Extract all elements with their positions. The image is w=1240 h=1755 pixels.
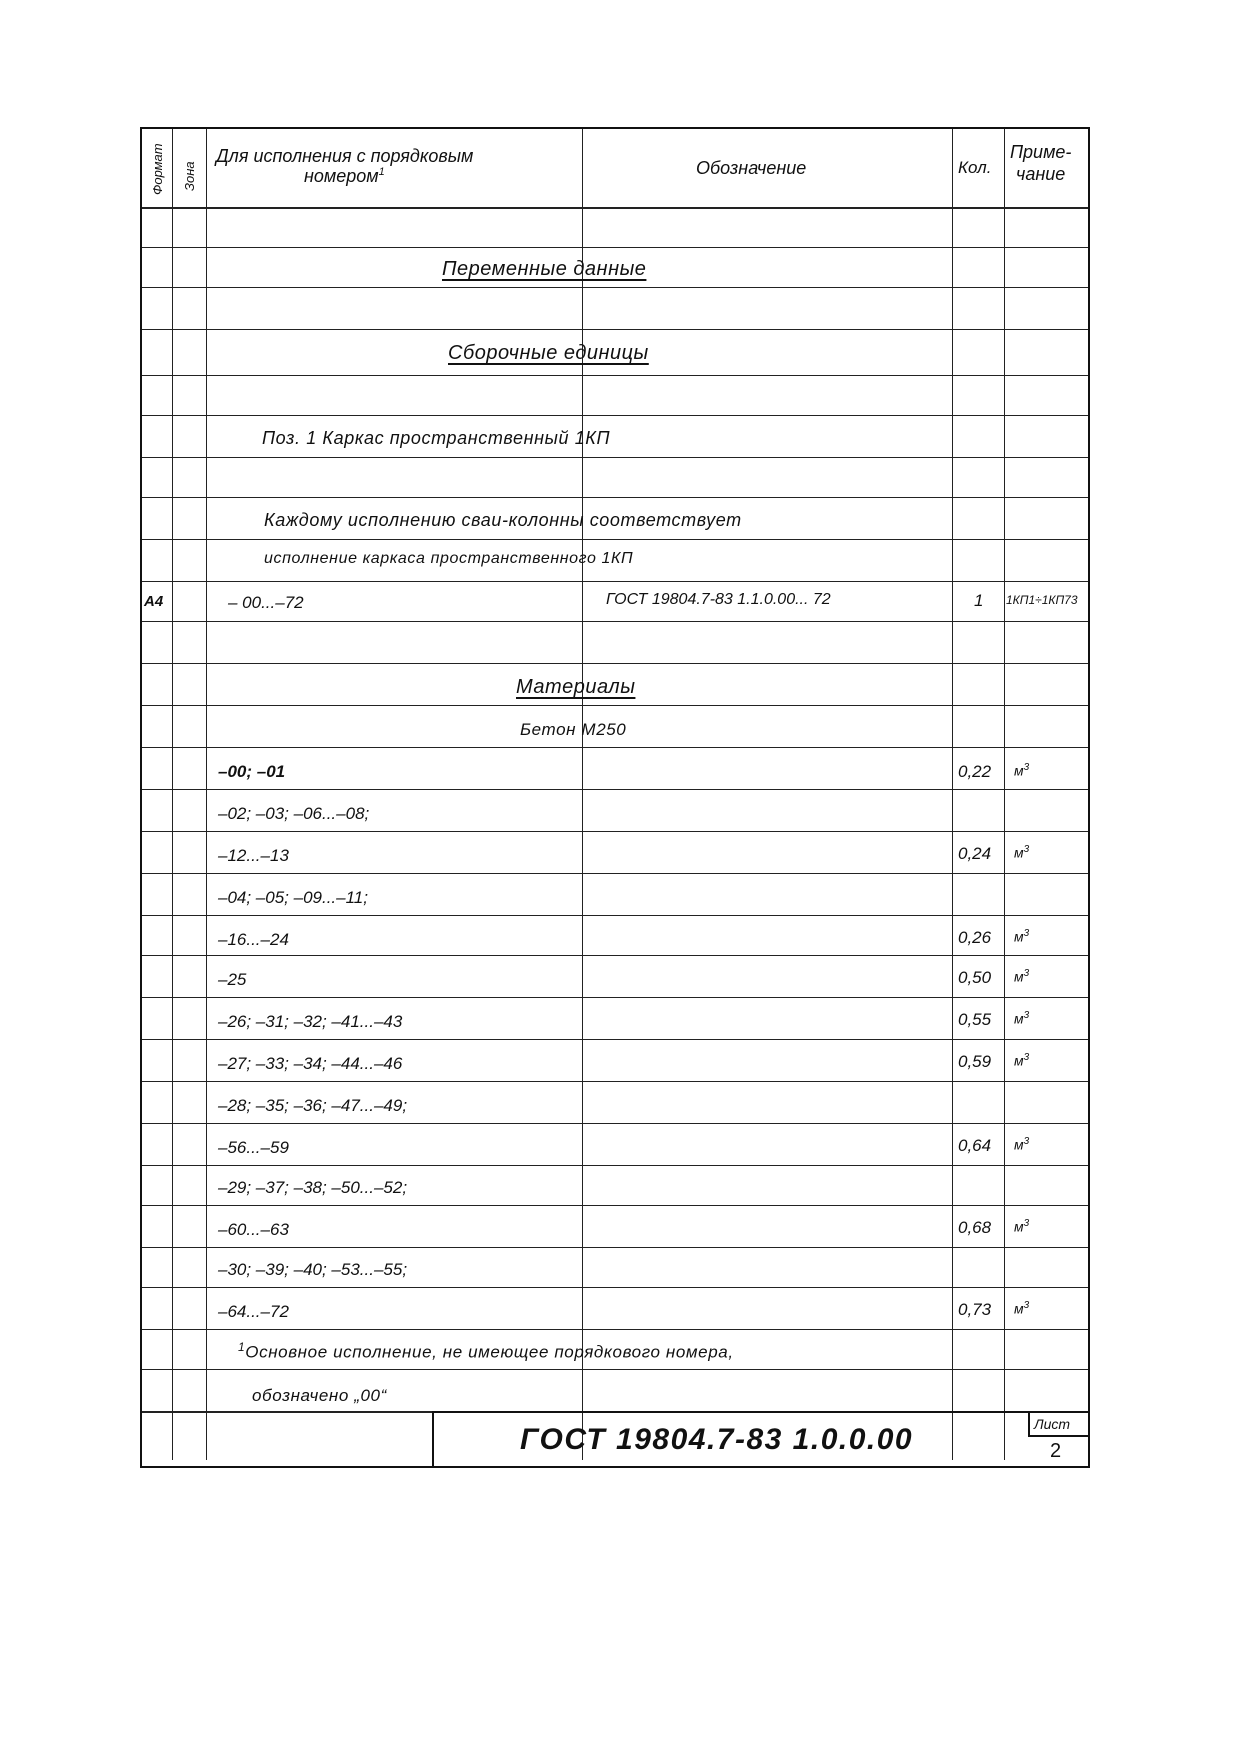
header-designation: Обозначение [696, 158, 807, 178]
header-variants-line2: номером$^1$ [304, 166, 385, 186]
material-row-qty: 0,50 [958, 968, 992, 987]
row-line [142, 1369, 1088, 1370]
material-row-unit: $м^3$ [1014, 968, 1030, 985]
row-line [142, 1039, 1088, 1040]
material-row-qty: 0,55 [958, 1010, 992, 1029]
row-line [142, 329, 1088, 330]
material-row-unit: $м^3$ [1014, 1052, 1030, 1069]
row-line [142, 1247, 1088, 1248]
row-line [142, 1205, 1088, 1206]
assembly-qty: 1 [974, 591, 984, 610]
document-frame [140, 127, 1090, 1468]
material-row-qty: 0,26 [958, 928, 992, 947]
material-row-variants: –56...–59 [218, 1138, 289, 1157]
row-line [142, 247, 1088, 248]
document-code: ГОСТ 19804.7-83 1.0.0.00 [520, 1423, 914, 1456]
material-row-qty: 0,22 [958, 762, 992, 781]
material-row-qty: 0,68 [958, 1218, 992, 1237]
correspondence-line2: исполнение каркаса пространственного 1КП [264, 550, 634, 567]
material-row-qty: 0,59 [958, 1052, 992, 1071]
material-row-variants: –02; –03; –06...–08; [218, 804, 370, 823]
section-materials: Материалы [516, 676, 636, 698]
material-row-variants: –12...–13 [218, 846, 289, 865]
row-line [142, 375, 1088, 376]
assembly-note: 1КП1÷1КП73 [1006, 593, 1078, 607]
header-note-line2: чание [1016, 164, 1066, 184]
row-line [142, 1165, 1088, 1166]
material-row-unit: $м^3$ [1014, 1010, 1030, 1027]
sheet-number: 2 [1050, 1440, 1062, 1462]
section-variable-data: Переменные данные [442, 258, 647, 280]
concrete-grade: Бетон М250 [520, 720, 627, 739]
material-row-variants: –27; –33; –34; –44...–46 [218, 1054, 403, 1073]
material-row-variants: –26; –31; –32; –41...–43 [218, 1012, 403, 1031]
row-line [142, 915, 1088, 916]
section-assembly-units: Сборочные единицы [448, 342, 649, 364]
material-row-unit: $м^3$ [1014, 1218, 1030, 1235]
assembly-designation: ГОСТ 19804.7-83 1.1.0.00... 72 [606, 591, 831, 608]
header-bottom-line [142, 207, 1088, 209]
assembly-format: А4 [144, 593, 164, 610]
row-line [142, 705, 1088, 706]
row-line [142, 831, 1088, 832]
material-row-qty: 0,64 [958, 1136, 992, 1155]
row-line [142, 1329, 1088, 1330]
material-row-variants: –00; –01 [218, 762, 286, 781]
row-line [142, 581, 1088, 582]
row-line [142, 747, 1088, 748]
material-row-variants: –16...–24 [218, 930, 289, 949]
correspondence-line1: Каждому исполнению сваи-колонны соответствует [264, 510, 742, 530]
material-row-variants: –64...–72 [218, 1302, 289, 1321]
material-row-unit: $м^3$ [1014, 844, 1030, 861]
material-row-variants: –28; –35; –36; –47...–49; [218, 1096, 408, 1115]
row-line [142, 497, 1088, 498]
row-line [142, 621, 1088, 622]
material-row-unit: $м^3$ [1014, 1136, 1030, 1153]
sheet-label: Лист [1034, 1416, 1071, 1432]
row-line [142, 1081, 1088, 1082]
material-row-unit: $м^3$ [1014, 928, 1030, 945]
material-row-variants: –04; –05; –09...–11; [218, 888, 368, 907]
row-line [142, 1287, 1088, 1288]
row-line [142, 457, 1088, 458]
pos1-title: Поз. 1 Каркас пространственный 1КП [262, 428, 611, 448]
row-line [142, 287, 1088, 288]
material-row-variants: –25 [218, 970, 247, 989]
row-line [142, 539, 1088, 540]
material-row-variants: –60...–63 [218, 1220, 289, 1239]
header-qty: Кол. [958, 158, 992, 177]
assembly-variants: – 00...–72 [228, 593, 304, 612]
row-line [142, 415, 1088, 416]
header-variants-line1: Для исполнения с порядковым [216, 146, 474, 166]
header-note-line1: Приме- [1010, 142, 1072, 162]
material-row-unit: $м^3$ [1014, 1300, 1030, 1317]
header-format: Формат [150, 143, 165, 195]
material-row-qty: 0,24 [958, 844, 992, 863]
row-line [142, 1123, 1088, 1124]
row-line [142, 873, 1088, 874]
header-zone: Зона [182, 161, 197, 191]
material-row-variants: –30; –39; –40; –53...–55; [218, 1260, 408, 1279]
material-row-variants: –29; –37; –38; –50...–52; [218, 1178, 408, 1197]
row-line [142, 789, 1088, 790]
row-line [142, 955, 1088, 956]
material-row-qty: 0,73 [958, 1300, 992, 1319]
row-line [142, 663, 1088, 664]
material-row-unit: $м^3$ [1014, 762, 1030, 779]
footnote-line2: обозначено „00“ [252, 1386, 387, 1405]
row-line [142, 997, 1088, 998]
footnote-line1: $^1$Основное исполнение, не имеющее порядкового номера, [238, 1340, 734, 1362]
